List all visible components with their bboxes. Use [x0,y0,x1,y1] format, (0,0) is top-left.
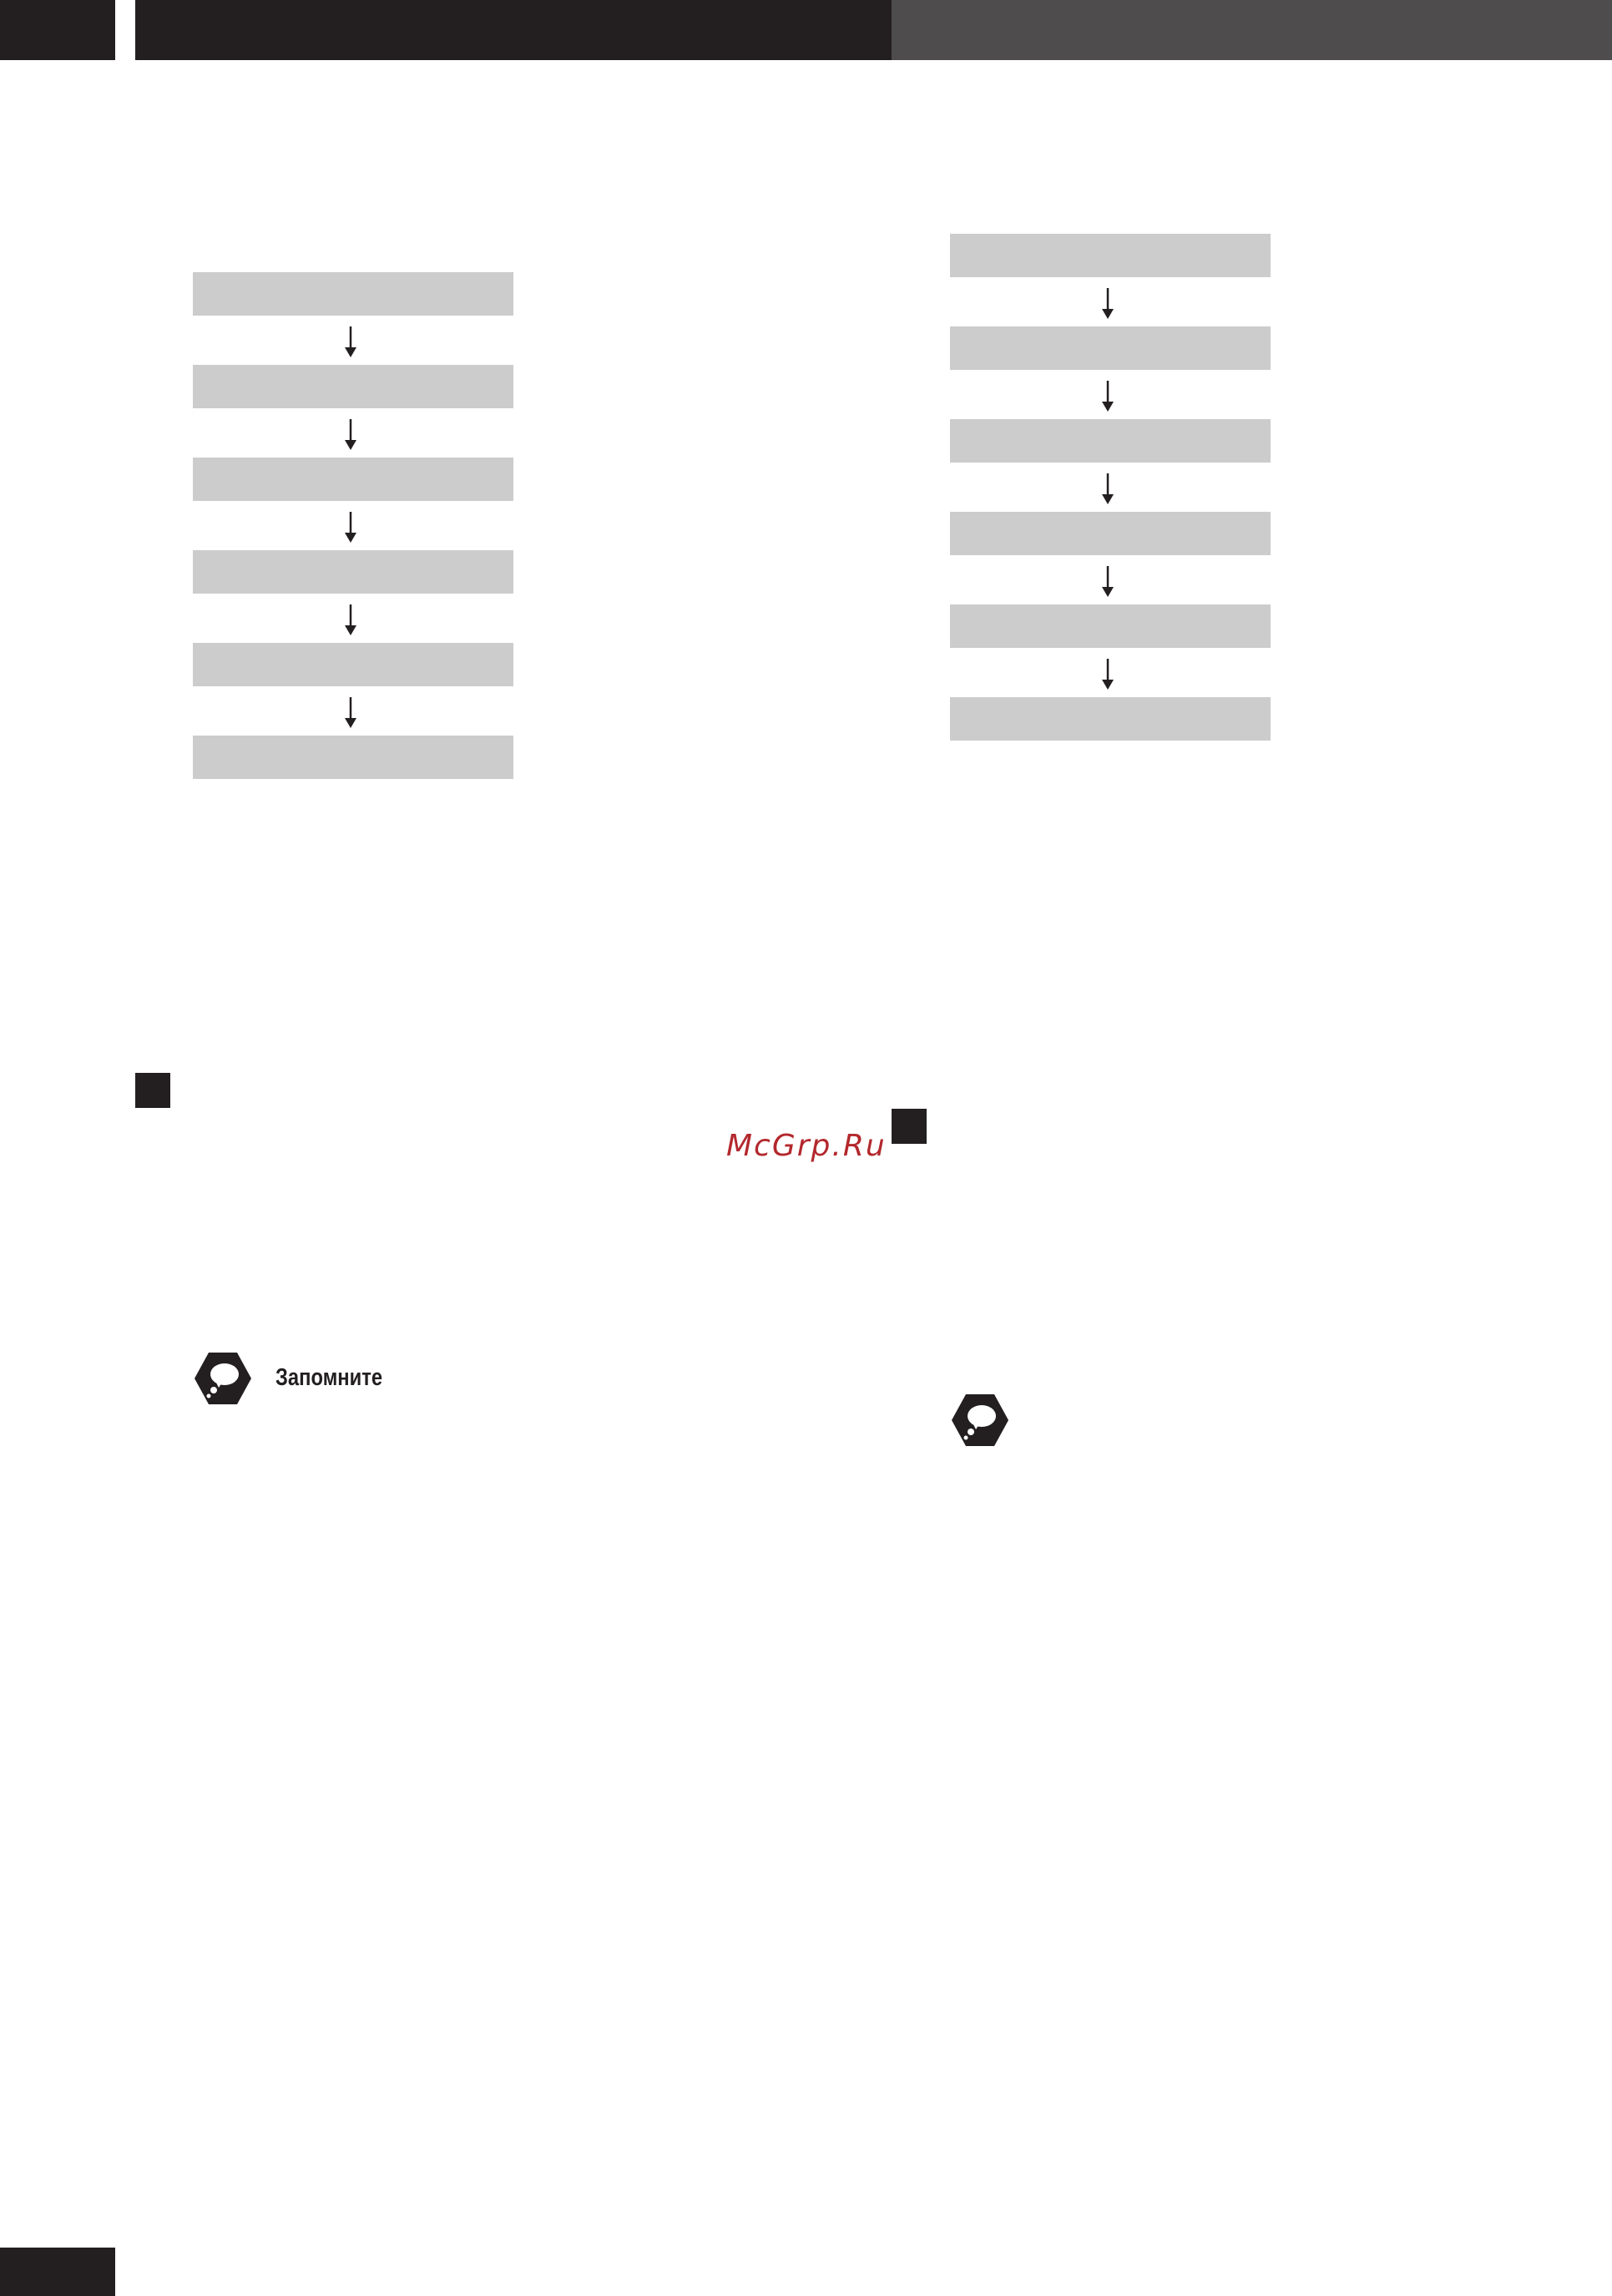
arrow-down-icon [342,697,359,729]
flow-step [950,512,1271,555]
arrow-down-icon [342,419,359,451]
flow-step [193,365,513,408]
flow-step [193,736,513,779]
footer-tab [0,2248,115,2296]
arrow-down-icon [1099,473,1116,505]
flow-step [193,550,513,594]
arrow-down-icon [342,512,359,544]
thought-bubble-hexagon-icon [951,1393,1009,1448]
arrow-down-icon [1099,566,1116,598]
arrow-down-icon [342,604,359,636]
header-bar [135,0,892,60]
flow-step [950,604,1271,648]
section-marker-right [892,1109,927,1144]
arrow-down-icon [1099,381,1116,412]
flow-step [193,272,513,316]
flow-step [950,697,1271,741]
arrow-down-icon [1099,659,1116,690]
section-marker-left [135,1073,170,1108]
flow-step [193,643,513,686]
arrow-down-icon [1099,288,1116,320]
flow-step [950,234,1271,277]
flow-step [193,458,513,501]
header-tab-left [0,0,115,60]
thought-bubble-hexagon-icon [194,1351,252,1406]
note-label: Запомните [275,1364,383,1391]
flow-step [950,419,1271,463]
watermark: McGrp.Ru [726,1129,887,1163]
arrow-down-icon [342,326,359,358]
header-bar-gray [892,0,1612,60]
flow-step [950,326,1271,370]
